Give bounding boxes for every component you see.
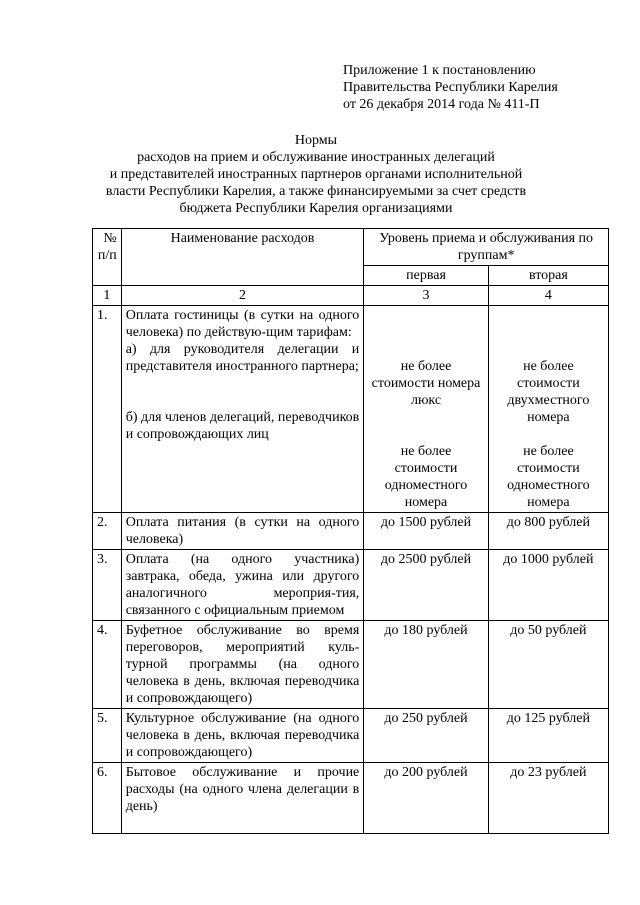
row-sub-a-group-1: не более стоимости номера люкс: [371, 359, 481, 408]
row-sub-b-group-1: не более стоимости одноместного номера: [384, 444, 468, 510]
row-sub-b-group-2: не более стоимости одноместного номера: [507, 444, 590, 510]
table-row: [93, 306, 609, 513]
row-num: 6.: [93, 763, 122, 834]
title-line-1: Нормы: [294, 133, 338, 148]
header-group-1: первая: [364, 266, 488, 286]
header-level: Уровень приема и обслуживания по группам*: [364, 229, 609, 266]
row-name-sub-a: а) для руководителя делегации и представителя иностранного партнера;: [125, 342, 360, 374]
row-group-2: до 23 рублей: [488, 763, 608, 834]
title-line-5: бюджета Республики Карелия организациями: [179, 201, 453, 216]
appendix-line-3: от 26 декабря 2014 года № 411-П: [343, 97, 540, 112]
row-group-1: до 180 рублей: [364, 621, 488, 709]
row-group-2: до 1000 рублей: [488, 550, 608, 621]
row-name: Оплата (на одного участника) завтрака, обеда, ужина или другого аналогичного мероприя-тия, связанного с официальным приемом: [121, 550, 364, 621]
header-name: Наименование расходов: [121, 229, 364, 286]
row-name: Буфетное обслуживание во время переговоров, мероприятий куль-турной программы (на одного человека в день, включая переводчика и сопровождающего): [121, 621, 364, 709]
table-row: [93, 709, 609, 763]
row-group-1: до 1500 рублей: [364, 513, 488, 550]
row-group-2: до 125 рублей: [488, 709, 608, 763]
row-name-sub-b: б) для членов делегаций, переводчиков и сопровождающих лиц: [125, 410, 360, 442]
row-num: 1.: [93, 306, 122, 513]
document-title: [100, 132, 532, 217]
col-number-3: 3: [364, 286, 488, 306]
row-sub-a-group-2: не более стоимости двухместного номера: [507, 359, 590, 425]
row-group-1: до 2500 рублей: [364, 550, 488, 621]
row-name: Культурное обслуживание (на одного человека в день, включая переводчика и сопровождающего): [121, 709, 364, 763]
appendix-line-1: Приложение 1 к постановлению: [343, 63, 536, 78]
row-name-intro: Оплата гостиницы (в сутки на одного человека) по действую-щим тарифам:: [125, 308, 360, 340]
table-row: [93, 621, 609, 709]
col-number-2: 2: [121, 286, 364, 306]
row-num: 2.: [93, 513, 122, 550]
title-line-4: власти Республики Карелия, а также финансируемыми за счет средств: [105, 184, 527, 199]
row-group-2: до 50 рублей: [488, 621, 608, 709]
header-group-2: вторая: [488, 266, 608, 286]
row-group-1: до 200 рублей: [364, 763, 488, 834]
row-group-2: до 800 рублей: [488, 513, 608, 550]
table-row: [93, 513, 609, 550]
row-name: [121, 306, 364, 513]
row-num: 4.: [93, 621, 122, 709]
norms-table: [92, 228, 609, 834]
row-group-1: до 250 рублей: [364, 709, 488, 763]
title-line-2: расходов на прием и обслуживание иностранных делегаций: [137, 150, 495, 165]
col-number-4: 4: [488, 286, 608, 306]
header-num: № п/п: [93, 229, 122, 286]
table-header-row: [93, 229, 609, 266]
column-numbers-row: [93, 286, 609, 306]
row-name: Бытовое обслуживание и прочие расходы (на одного члена делегации в день): [121, 763, 364, 834]
table-row: [93, 550, 609, 621]
row-group-2: [488, 306, 608, 513]
row-num: 5.: [93, 709, 122, 763]
appendix-line-2: Правительства Республики Карелия: [343, 80, 558, 95]
col-number-1: 1: [93, 286, 122, 306]
row-name: Оплата питания (в сутки на одного человека): [121, 513, 364, 550]
row-group-1: [364, 306, 488, 513]
table-row: [93, 763, 609, 834]
row-num: 3.: [93, 550, 122, 621]
appendix-header: [343, 62, 558, 113]
title-line-3: и представителей иностранных партнеров органами исполнительной: [109, 167, 523, 182]
